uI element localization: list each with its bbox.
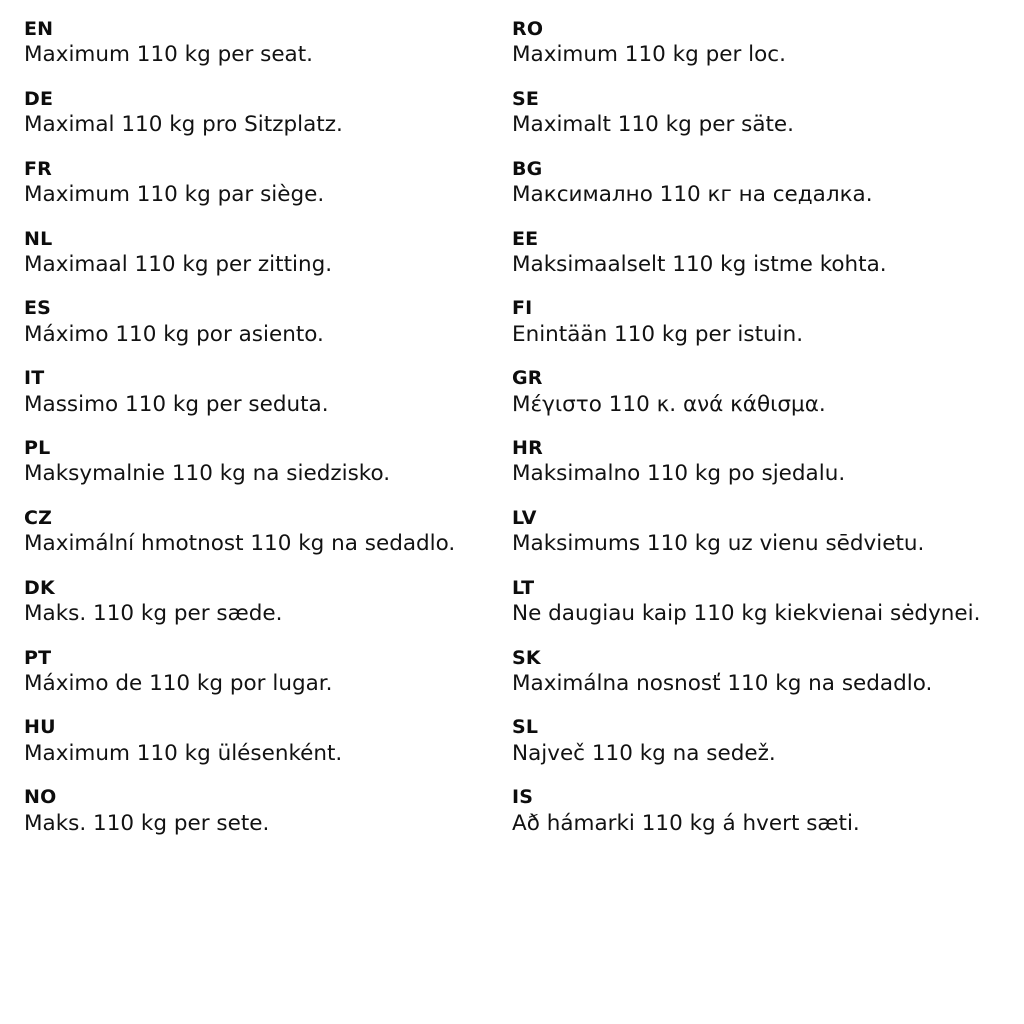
language-text: Maximal 110 kg pro Sitzplatz. [24, 112, 343, 138]
language-entry [24, 577, 494, 628]
language-text: Maks. 110 kg per sæde. [24, 601, 283, 627]
language-code: IT [24, 367, 45, 390]
language-entry [24, 88, 494, 139]
language-text: Maximum 110 kg per loc. [512, 42, 786, 68]
language-text: Enintään 110 kg per istuin. [512, 321, 804, 347]
language-text: Maximalt 110 kg per säte. [512, 112, 794, 138]
language-code: ES [24, 297, 52, 320]
language-entry [512, 228, 1000, 279]
language-entry [512, 367, 1000, 418]
language-text: Maximum 110 kg ülésenként. [24, 740, 343, 766]
language-entry [24, 367, 494, 418]
language-text: Maksimalno 110 kg po sjedalu. [512, 461, 846, 487]
language-code: RO [512, 18, 544, 40]
language-code: DK [24, 576, 55, 599]
language-entry [512, 18, 1000, 69]
language-code: NL [24, 227, 53, 250]
language-text: Maksymalnie 110 kg na siedzisko. [24, 461, 391, 487]
language-entry [24, 158, 494, 209]
language-code: HR [512, 437, 543, 460]
language-code: HU [24, 716, 56, 739]
language-entry [24, 647, 494, 698]
language-text: Ne daugiau kaip 110 kg kiekvienai sėdynei. [512, 601, 981, 627]
language-text: Að hámarki 110 kg á hvert sæti. [512, 810, 860, 836]
language-text: Максимално 110 кг на седалка. [512, 182, 873, 208]
language-text: Maximaal 110 kg per zitting. [24, 251, 333, 277]
language-entry [512, 88, 1000, 139]
language-text: Maximálna nosnosť 110 kg na sedadlo. [512, 671, 933, 696]
language-entry [24, 437, 494, 488]
language-entry [24, 297, 494, 348]
language-entry [24, 18, 494, 69]
language-entry [512, 437, 1000, 488]
language-text: Massimo 110 kg per seduta. [24, 391, 329, 417]
language-text: Maximum 110 kg per seat. [24, 42, 313, 68]
language-code: NO [24, 786, 57, 809]
language-code: PT [24, 646, 52, 669]
language-code: LV [512, 506, 537, 529]
language-text: Μέγιστο 110 κ. ανά κάθισμα. [512, 391, 826, 417]
language-code: LT [512, 576, 535, 599]
language-text: Maksimaalselt 110 kg istme kohta. [512, 251, 887, 277]
language-code: BG [512, 157, 543, 180]
language-entry [512, 158, 1000, 209]
language-code: CZ [24, 506, 53, 529]
language-entry [512, 786, 1000, 837]
language-text: Največ 110 kg na sedež. [512, 740, 776, 766]
language-text: Maks. 110 kg per sete. [24, 810, 270, 836]
language-text: Máximo de 110 kg por lugar. [24, 671, 333, 696]
language-code: EE [512, 227, 539, 250]
language-entry [512, 577, 1000, 628]
language-code: PL [24, 437, 51, 460]
language-text: Maximum 110 kg par siège. [24, 182, 325, 208]
language-code: DE [24, 87, 54, 110]
language-code: IS [512, 786, 534, 809]
language-entry [512, 647, 1000, 698]
language-text: Maximální hmotnost 110 kg na sedadlo. [24, 531, 456, 557]
language-text: Maksimums 110 kg uz vienu sēdvietu. [512, 531, 925, 557]
language-entry [24, 228, 494, 279]
language-entry [512, 716, 1000, 767]
language-code: EN [24, 18, 54, 40]
language-entry [24, 786, 494, 837]
language-entry [512, 297, 1000, 348]
language-text: Máximo 110 kg por asiento. [24, 321, 324, 347]
left-column [24, 18, 512, 838]
language-code: FR [24, 157, 53, 180]
language-entry [24, 507, 494, 558]
language-entry [512, 507, 1000, 558]
language-code: SE [512, 87, 540, 110]
language-entry [24, 716, 494, 767]
right-column [512, 18, 1000, 838]
language-code: SL [512, 716, 539, 739]
language-code: SK [512, 646, 541, 669]
language-code: GR [512, 367, 543, 390]
language-code: FI [512, 297, 533, 320]
